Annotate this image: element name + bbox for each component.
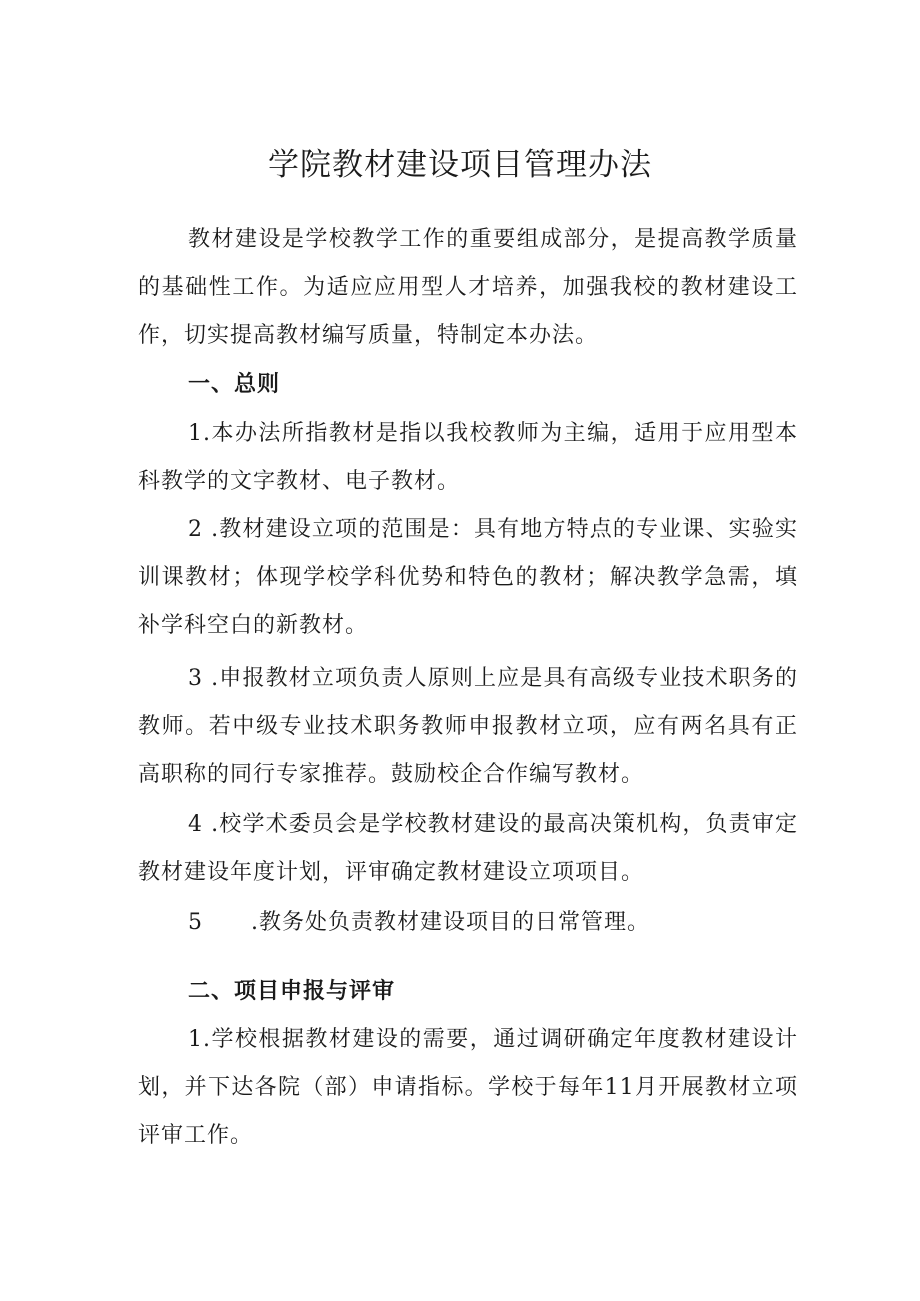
section-heading-general: 一、总则	[188, 372, 281, 397]
section1-item-4: 4 .校学术委员会是学校教材建设的最高决策机构，负责审定教材建设年度计划，评审确定教材建设立项项目。	[138, 812, 798, 885]
document-title: 学院教材建设项目管理办法	[268, 147, 652, 183]
section2-item-1: 1.学校根据教材建设的需要，通过调研确定年度教材建设计划，并下达各院（部）申请指标。学校于每年11月开展教材立项评审工作。	[138, 1027, 798, 1148]
section1-item-1: 1.本办法所指教材是指以我校教师为主编，适用于应用型本科教学的文字教材、电子教材。	[138, 421, 798, 494]
section-heading-application-review: 二、项目申报与评审	[188, 979, 396, 1004]
section1-item-3: 3 .申报教材立项负责人原则上应是具有高级专业技术职务的教师。若中级专业技术职务教师申报教材立项，应有两名具有正高职称的同行专家推荐。鼓励校企合作编写教材。	[138, 666, 798, 787]
item-number: 5	[188, 910, 203, 935]
item-text: .教务处负责教材建设项目的日常管理。	[251, 910, 650, 935]
section1-item-5	[138, 899, 798, 947]
intro-paragraph: 教材建设是学校教学工作的重要组成部分，是提高教学质量的基础性工作。为适应应用型人才培养，加强我校的教材建设工作，切实提高教材编写质量，特制定本办法。	[138, 227, 798, 348]
section1-item-2: 2 .教材建设立项的范围是：具有地方特点的专业课、实验实训课教材；体现学校学科优势和特色的教材；解决教学急需，填补学科空白的新教材。	[138, 517, 798, 638]
